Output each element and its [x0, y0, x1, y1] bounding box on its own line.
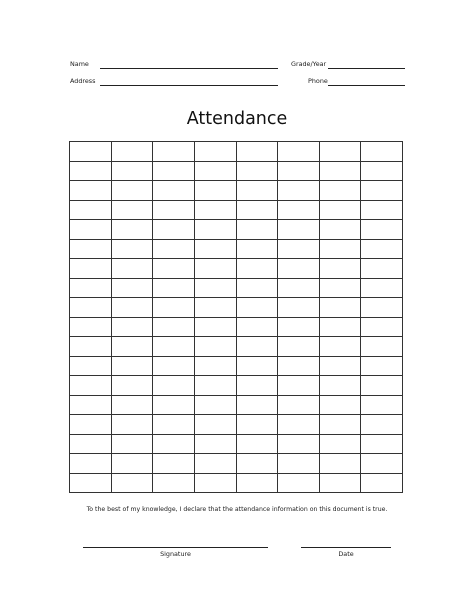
table-cell[interactable]: [112, 181, 154, 201]
table-cell[interactable]: [70, 240, 112, 260]
table-cell[interactable]: [153, 162, 195, 182]
table-cell[interactable]: [112, 396, 154, 416]
table-cell[interactable]: [195, 415, 237, 435]
table-cell[interactable]: [112, 279, 154, 299]
table-cell[interactable]: [320, 376, 362, 396]
table-cell[interactable]: [70, 376, 112, 396]
table-cell[interactable]: [195, 474, 237, 494]
table-cell[interactable]: [153, 318, 195, 338]
table-cell[interactable]: [112, 474, 154, 494]
signature-line[interactable]: [83, 547, 268, 548]
table-cell[interactable]: [361, 298, 403, 318]
table-cell[interactable]: [112, 298, 154, 318]
phone-field-line[interactable]: [328, 85, 405, 86]
table-cell[interactable]: [153, 240, 195, 260]
table-cell[interactable]: [278, 318, 320, 338]
table-cell[interactable]: [195, 240, 237, 260]
declaration-text: To the best of my knowledge, I declare that the attendance information on this document is true.: [86, 506, 388, 513]
grade-year-field-line[interactable]: [328, 68, 405, 69]
table-cell[interactable]: [320, 415, 362, 435]
table-cell[interactable]: [70, 318, 112, 338]
table-cell[interactable]: [195, 376, 237, 396]
table-cell[interactable]: [320, 337, 362, 357]
table-cell[interactable]: [195, 337, 237, 357]
table-cell[interactable]: [237, 220, 279, 240]
table-cell[interactable]: [237, 142, 279, 162]
table-cell[interactable]: [153, 396, 195, 416]
table-cell[interactable]: [320, 298, 362, 318]
table-cell[interactable]: [195, 279, 237, 299]
table-cell[interactable]: [361, 337, 403, 357]
table-cell[interactable]: [278, 259, 320, 279]
table-cell[interactable]: [112, 318, 154, 338]
attendance-table: [69, 141, 403, 493]
table-cell[interactable]: [195, 201, 237, 221]
table-cell[interactable]: [278, 240, 320, 260]
table-cell[interactable]: [278, 454, 320, 474]
table-cell[interactable]: [361, 454, 403, 474]
table-cell[interactable]: [278, 162, 320, 182]
table-cell[interactable]: [237, 298, 279, 318]
table-cell[interactable]: [237, 162, 279, 182]
table-cell[interactable]: [361, 259, 403, 279]
table-cell[interactable]: [237, 396, 279, 416]
table-cell[interactable]: [153, 415, 195, 435]
table-cell[interactable]: [153, 181, 195, 201]
table-cell[interactable]: [153, 259, 195, 279]
name-label: Name: [70, 60, 89, 68]
grade-year-label: Grade/Year: [291, 60, 327, 68]
table-cell[interactable]: [361, 162, 403, 182]
table-cell[interactable]: [195, 142, 237, 162]
table-cell[interactable]: [70, 142, 112, 162]
table-cell[interactable]: [320, 396, 362, 416]
table-cell[interactable]: [320, 162, 362, 182]
table-cell[interactable]: [153, 337, 195, 357]
table-cell[interactable]: [70, 162, 112, 182]
table-cell[interactable]: [195, 298, 237, 318]
table-cell[interactable]: [320, 435, 362, 455]
table-cell[interactable]: [237, 435, 279, 455]
table-cell[interactable]: [153, 454, 195, 474]
table-cell[interactable]: [237, 357, 279, 377]
table-cell[interactable]: [70, 337, 112, 357]
table-cell[interactable]: [112, 240, 154, 260]
table-cell[interactable]: [112, 162, 154, 182]
table-cell[interactable]: [237, 279, 279, 299]
date-line[interactable]: [301, 547, 391, 548]
table-cell[interactable]: [320, 201, 362, 221]
signature-label: Signature: [160, 550, 191, 558]
table-cell[interactable]: [153, 376, 195, 396]
table-cell[interactable]: [195, 454, 237, 474]
table-cell[interactable]: [70, 259, 112, 279]
table-cell[interactable]: [278, 435, 320, 455]
table-cell[interactable]: [70, 454, 112, 474]
table-cell[interactable]: [361, 357, 403, 377]
table-cell[interactable]: [278, 357, 320, 377]
table-cell[interactable]: [278, 298, 320, 318]
table-cell[interactable]: [361, 415, 403, 435]
table-cell[interactable]: [153, 279, 195, 299]
table-cell[interactable]: [361, 318, 403, 338]
table-cell[interactable]: [361, 201, 403, 221]
table-cell[interactable]: [195, 318, 237, 338]
table-cell[interactable]: [112, 259, 154, 279]
date-label: Date: [338, 550, 354, 558]
phone-label: Phone: [308, 77, 328, 85]
table-cell[interactable]: [70, 279, 112, 299]
table-cell[interactable]: [320, 454, 362, 474]
table-cell[interactable]: [361, 220, 403, 240]
table-cell[interactable]: [278, 337, 320, 357]
table-cell[interactable]: [153, 298, 195, 318]
table-cell[interactable]: [237, 337, 279, 357]
table-cell[interactable]: [70, 220, 112, 240]
table-cell[interactable]: [320, 181, 362, 201]
table-cell[interactable]: [361, 435, 403, 455]
table-cell[interactable]: [237, 415, 279, 435]
table-cell[interactable]: [237, 318, 279, 338]
table-cell[interactable]: [320, 142, 362, 162]
table-cell[interactable]: [153, 435, 195, 455]
table-cell[interactable]: [237, 201, 279, 221]
table-cell[interactable]: [278, 376, 320, 396]
table-cell[interactable]: [112, 337, 154, 357]
table-cell[interactable]: [320, 220, 362, 240]
table-cell[interactable]: [195, 357, 237, 377]
table-cell[interactable]: [70, 357, 112, 377]
table-cell[interactable]: [195, 220, 237, 240]
table-cell[interactable]: [70, 201, 112, 221]
table-cell[interactable]: [320, 240, 362, 260]
table-cell[interactable]: [278, 142, 320, 162]
address-field-line[interactable]: [100, 85, 278, 86]
table-cell[interactable]: [320, 474, 362, 494]
page-title: Attendance: [186, 109, 288, 129]
table-cell[interactable]: [195, 396, 237, 416]
table-cell[interactable]: [195, 435, 237, 455]
table-cell[interactable]: [70, 435, 112, 455]
table-cell[interactable]: [153, 201, 195, 221]
table-cell[interactable]: [70, 474, 112, 494]
table-cell[interactable]: [361, 376, 403, 396]
table-cell[interactable]: [361, 474, 403, 494]
table-cell[interactable]: [361, 181, 403, 201]
table-cell[interactable]: [195, 181, 237, 201]
table-cell[interactable]: [195, 259, 237, 279]
table-cell[interactable]: [112, 357, 154, 377]
table-cell[interactable]: [237, 454, 279, 474]
table-cell[interactable]: [361, 142, 403, 162]
table-cell[interactable]: [153, 220, 195, 240]
address-label: Address: [70, 77, 96, 85]
table-cell[interactable]: [320, 279, 362, 299]
table-cell[interactable]: [112, 435, 154, 455]
table-cell[interactable]: [153, 142, 195, 162]
table-cell[interactable]: [70, 298, 112, 318]
table-cell[interactable]: [112, 220, 154, 240]
table-cell[interactable]: [237, 376, 279, 396]
table-cell[interactable]: [112, 142, 154, 162]
table-cell[interactable]: [278, 201, 320, 221]
table-cell[interactable]: [361, 240, 403, 260]
table-cell[interactable]: [112, 415, 154, 435]
table-cell[interactable]: [278, 279, 320, 299]
table-cell[interactable]: [320, 259, 362, 279]
table-cell[interactable]: [278, 396, 320, 416]
table-cell[interactable]: [278, 181, 320, 201]
table-cell[interactable]: [320, 357, 362, 377]
table-cell[interactable]: [278, 220, 320, 240]
name-field-line[interactable]: [100, 68, 278, 69]
table-cell[interactable]: [112, 376, 154, 396]
table-cell[interactable]: [237, 474, 279, 494]
table-cell[interactable]: [112, 454, 154, 474]
table-cell[interactable]: [195, 162, 237, 182]
table-cell[interactable]: [237, 181, 279, 201]
table-cell[interactable]: [237, 259, 279, 279]
table-cell[interactable]: [153, 474, 195, 494]
table-cell[interactable]: [278, 415, 320, 435]
table-cell[interactable]: [70, 396, 112, 416]
table-cell[interactable]: [153, 357, 195, 377]
table-cell[interactable]: [361, 396, 403, 416]
table-cell[interactable]: [70, 181, 112, 201]
table-cell[interactable]: [361, 279, 403, 299]
table-cell[interactable]: [70, 415, 112, 435]
table-cell[interactable]: [112, 201, 154, 221]
table-cell[interactable]: [237, 240, 279, 260]
table-cell[interactable]: [278, 474, 320, 494]
table-cell[interactable]: [320, 318, 362, 338]
